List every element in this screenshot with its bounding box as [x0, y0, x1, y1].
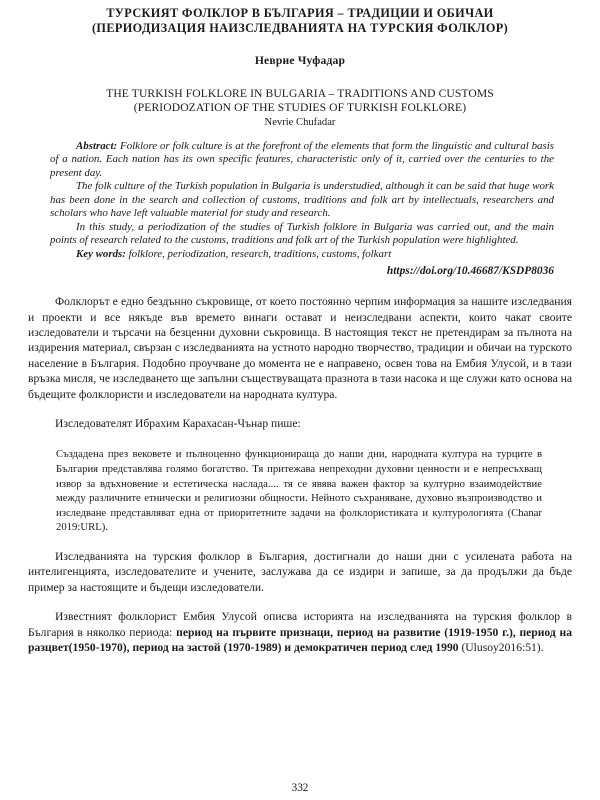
body-paragraph-3: Изследванията на турския фолклор в България, достигнали до наши дни с усилената работа на интелигенцията, изследователите и учените, заслужава да се издири и запише, за да продължи да бъде пример за настоящите и бъдещи изследователи. [28, 549, 572, 594]
author-name-bulgarian: Неврие Чуфадар [254, 53, 346, 67]
title-en-line-1: THE TURKISH FOLKLORE IN BULGARIA – TRADITIONS AND CUSTOMS [106, 86, 494, 100]
page-number: 332 [291, 782, 309, 794]
body-paragraph-2: Изследователят Ибрахим Карахасан-Чънар пише: [55, 417, 301, 431]
body-paragraph-1: Фолклорът е едно бездънно съкровище, от което постоянно черпим информация за нашите изследвания и проекти и все някъде във времето винаги остават и неизследвани аспекти, които чакат своите изследователи и търсачи на безценни духовни съкровища. В настоящия текст не претендирам за пълнота на издирения материал, свързан с изследванията на устното народно творчество, традиции и обичаи на турското население в България. Подобно проучване до момента не е направено, освен това на Ембия Улусой, и в тази връзка мисля, че изследването ще запълни съществуващата празнота в тази насока и ще служи като основа на бъдещите фолклористи и изследователи на народната култура. [28, 295, 572, 401]
keywords-line [50, 248, 554, 261]
abstract-paragraph-1 [50, 140, 554, 180]
title-bg-line-2: (ПЕРИОДИЗАЦИЯ НАИЗСЛЕДВАНИЯТА НА ТУРСКИЯ ФОЛКЛОР) [91, 21, 509, 36]
body-paragraph-4-citation: (Ulusoy2016:51). [458, 641, 544, 655]
abstract-section [28, 140, 572, 261]
keywords-value: folklore, periodization, research, traditions, customs, folkart [125, 247, 392, 260]
abstract-label: Abstract: [76, 140, 118, 152]
body-paragraph-4-lead: Известният фолклорист Ембия Улусой описва историята на изследванията на турския фолклор в България в няколко периода: [28, 610, 572, 639]
doi-link[interactable]: https://doi.org/10.46687/KSDP8036 [386, 265, 554, 278]
page-title-bulgarian [28, 4, 572, 37]
article-body [28, 294, 572, 655]
keywords-label: Key words: [76, 247, 126, 260]
blockquote [28, 447, 572, 535]
abstract-text-1: Folklore or folk culture is at the forefront of the elements that form the linguistic and cultural basis of a nation. Each nation has its own specific features, characteristic only of it, carried over the centuries to the present day. [50, 140, 554, 179]
page-title-english [28, 87, 572, 116]
title-bg-line-1: ТУРСКИЯТ ФОЛКЛОР В БЪЛГАРИЯ – ТРАДИЦИИ И ОБИЧАИ [106, 6, 494, 20]
title-en-line-2: (PERIODOZATION OF THE STUDIES OF TURKISH FOLKLORE) [133, 101, 467, 115]
abstract-paragraph-2: The folk culture of the Turkish population in Bulgaria is understudied, although it can be said that huge work has been done in the search and collection of customs, traditions and folk art by intellectuals, researchers and scholars who have left valuable material for study and research. [50, 180, 554, 219]
body-paragraph-4-emphasis: период на първите признаци, период на развитие (1919-1950 г.), период на разцвет(1950-1970), период на застой (1970-1989) и демократичен период след 1990 [28, 625, 572, 655]
blockquote-text: Създадена през вековете и пълноценно функционираща до наши дни, народната култура на турците в България представлява голямо богатство. Тя притежава непреходни духовни ценности и е непресъхващ извор за вдъхновение и естетическа наслада.... тя се явява важен фактор за културно взаимодействие между различните етнически и религиозни общности. Нейното съхраняване, духовно възпроизводство и изследване представляват една от приоритетните задачи на фолклористиката и културологията (Chanar 2019:URL). [56, 448, 542, 534]
body-paragraph-4 [28, 609, 572, 655]
abstract-paragraph-3: In this study, a periodization of the studies of Turkish folklore in Bulgaria was carried out, and the main points of research related to the customs, traditions and folk art of the Turkish population were highlighted. [50, 220, 554, 247]
author-name-english: Nevrie Chufadar [264, 117, 336, 128]
